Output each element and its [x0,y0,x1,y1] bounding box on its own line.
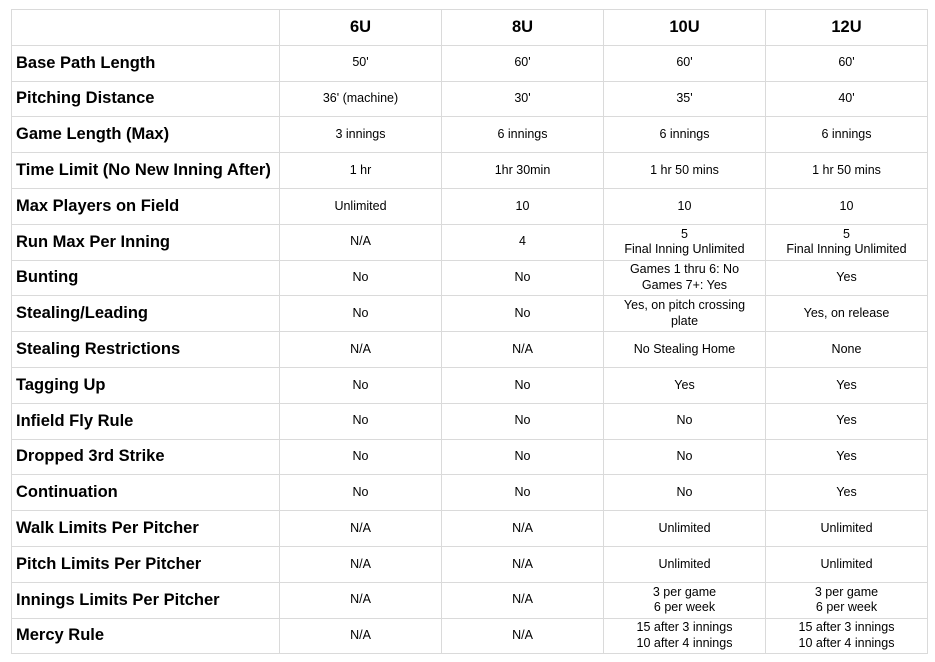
table-cell [442,475,604,511]
table-cell [280,81,442,117]
cell-text: No [514,449,531,464]
cell-text: plate [670,313,699,328]
cell-text: N/A [350,341,371,356]
table-cell [442,582,604,618]
cell-text: 60' [514,55,531,70]
table-row [12,367,928,403]
table-cell [442,618,604,654]
table-cell [442,260,604,296]
cell-text: Yes, on pitch crossing [623,298,746,313]
table-cell [442,511,604,547]
cell-text: No [514,306,531,321]
table-cell [442,153,604,189]
row-label: Tagging Up [12,367,280,403]
table-cell [442,332,604,368]
table-cell [280,546,442,582]
cell-text: No [352,413,369,428]
cell-text: 4 [519,234,526,249]
row-label: Run Max Per Inning [12,224,280,260]
cell-text: Unlimited [658,556,711,571]
cell-text: Yes, on release [803,306,890,321]
cell-text: 30' [514,91,531,106]
cell-text: Unlimited [820,556,873,571]
table-cell [766,332,928,368]
table-cell [604,188,766,224]
cell-text: 10 after 4 innings [798,635,895,650]
cell-text: 3 innings [335,127,386,142]
cell-text: 10 [515,198,530,213]
cell-text: Unlimited [820,520,873,535]
cell-text: 6 innings [497,127,548,142]
table-row [12,439,928,475]
cell-text: 6 innings [821,127,872,142]
cell-text: No [676,485,693,499]
cell-text: N/A [512,592,533,607]
cell-text: 60' [676,55,693,70]
cell-text: No [514,485,531,499]
table-cell [766,618,928,654]
row-label: Time Limit (No New Inning After) [12,153,280,189]
table-cell [604,475,766,511]
cell-text: 6 per week [815,600,878,615]
cell-text: No [352,449,369,464]
cell-text: No [352,270,369,285]
cell-text: 6 innings [659,127,710,142]
row-label: Dropped 3rd Strike [12,439,280,475]
cell-text: Yes [836,377,857,392]
cell-text: No [352,377,369,392]
cell-text: N/A [350,592,371,607]
table-cell [766,367,928,403]
table-cell [280,153,442,189]
table-cell [280,224,442,260]
row-label: Pitch Limits Per Pitcher [12,546,280,582]
table-cell [280,511,442,547]
row-label: Infield Fly Rule [12,403,280,439]
cell-text: Final Inning Unlimited [786,242,907,257]
table-cell [280,439,442,475]
cell-text: 15 after 3 innings [636,620,733,635]
table-cell [604,511,766,547]
table-cell [604,224,766,260]
cell-text: 40' [838,91,855,106]
table-cell [280,260,442,296]
table-cell [280,45,442,81]
table-row [12,511,928,547]
header-row [12,10,928,46]
row-label: Pitching Distance [12,81,280,117]
table-cell [442,81,604,117]
cell-text: No Stealing Home [633,341,736,356]
table-row [12,188,928,224]
cell-text: Games 1 thru 6: No [629,262,740,277]
table-cell [604,546,766,582]
cell-text: Yes [836,270,857,285]
table-row [12,332,928,368]
table-cell [280,117,442,153]
table-row [12,117,928,153]
table-cell [442,45,604,81]
table-cell [442,117,604,153]
table-row [12,224,928,260]
table-cell [766,296,928,332]
table-cell [280,188,442,224]
table-cell [280,332,442,368]
row-label: Stealing Restrictions [12,332,280,368]
cell-text: N/A [350,628,371,643]
row-label: Walk Limits Per Pitcher [12,511,280,547]
table-cell [766,403,928,439]
cell-text: N/A [350,520,371,535]
cell-text: 1hr 30min [494,162,551,177]
table-row [12,296,928,332]
column-header-8u: 8U [442,10,604,46]
cell-text: Final Inning Unlimited [624,242,745,257]
table-cell [442,188,604,224]
table-cell [604,439,766,475]
cell-text: Yes [836,413,857,428]
cell-text: Unlimited [334,198,387,213]
table-cell [442,224,604,260]
cell-text: None [831,341,862,356]
table-cell [280,367,442,403]
table-cell [604,45,766,81]
cell-text: N/A [350,556,371,571]
row-label: Max Players on Field [12,188,280,224]
table-row [12,45,928,81]
row-label: Game Length (Max) [12,117,280,153]
cell-text: 10 [839,198,854,213]
cell-text: No [352,306,369,321]
cell-text: 6 per week [653,600,716,615]
table-cell [280,296,442,332]
table-cell [766,582,928,618]
cell-text: No [352,485,369,499]
table-cell [604,332,766,368]
row-label: Continuation [12,475,280,511]
cell-text: No [514,377,531,392]
cell-text: 60' [838,55,855,70]
table-cell [766,439,928,475]
table-row [12,260,928,296]
table-row [12,475,928,511]
table-cell [766,188,928,224]
row-label: Bunting [12,260,280,296]
table-cell [604,403,766,439]
table-cell [604,367,766,403]
table-cell [766,546,928,582]
table-row [12,618,928,654]
rules-table-container [11,9,928,654]
table-cell [604,117,766,153]
cell-text: 1 hr 50 mins [650,162,719,177]
table-cell [442,546,604,582]
cell-text: 1 hr 50 mins [812,162,881,177]
cell-text: 1 hr [349,162,372,177]
cell-text: 3 per game [814,584,879,599]
cell-text: 10 after 4 innings [636,635,733,650]
table-body [12,45,928,654]
cell-text: N/A [512,341,533,356]
table-cell [604,582,766,618]
cell-text: No [514,270,531,285]
table-cell [766,260,928,296]
cell-text: N/A [512,520,533,535]
table-cell [766,81,928,117]
table-cell [766,117,928,153]
table-cell [442,403,604,439]
table-cell [442,296,604,332]
row-label: Mercy Rule [12,618,280,654]
table-cell [766,475,928,511]
table-cell [280,403,442,439]
cell-text: 36' (machine) [322,91,399,106]
cell-text: Games 7+: Yes [641,277,728,292]
cell-text: Yes [836,449,857,464]
table-row [12,582,928,618]
corner-cell [12,10,280,46]
table-cell [604,618,766,654]
cell-text: 5 [681,226,688,241]
cell-text: 50' [352,55,369,70]
cell-text: Yes [836,485,857,499]
division-rules-table [11,9,928,654]
cell-text: No [514,413,531,428]
table-row [12,81,928,117]
table-cell [442,367,604,403]
cell-text: 5 [843,226,850,241]
cell-text: 3 per game [652,584,717,599]
table-cell [442,439,604,475]
table-cell [604,153,766,189]
row-label: Base Path Length [12,45,280,81]
table-cell [280,618,442,654]
table-cell [604,81,766,117]
cell-text: N/A [350,234,371,249]
cell-text: 15 after 3 innings [798,620,895,635]
cell-text: 35' [676,91,693,106]
table-cell [766,511,928,547]
table-cell [766,224,928,260]
table-cell [280,475,442,511]
table-cell [280,582,442,618]
row-label: Innings Limits Per Pitcher [12,582,280,618]
table-row [12,403,928,439]
table-row [12,546,928,582]
column-header-10u: 10U [604,10,766,46]
row-label: Stealing/Leading [12,296,280,332]
column-header-12u: 12U [766,10,928,46]
table-row [12,153,928,189]
cell-text: N/A [512,628,533,643]
cell-text: N/A [512,556,533,571]
cell-text: Yes [674,377,695,392]
cell-text: Unlimited [658,520,711,535]
cell-text: 10 [677,198,692,213]
cell-text: No [676,413,693,428]
table-cell [604,296,766,332]
table-cell [766,153,928,189]
table-cell [766,45,928,81]
cell-text: No [676,449,693,464]
table-cell [604,260,766,296]
column-header-6u: 6U [280,10,442,46]
